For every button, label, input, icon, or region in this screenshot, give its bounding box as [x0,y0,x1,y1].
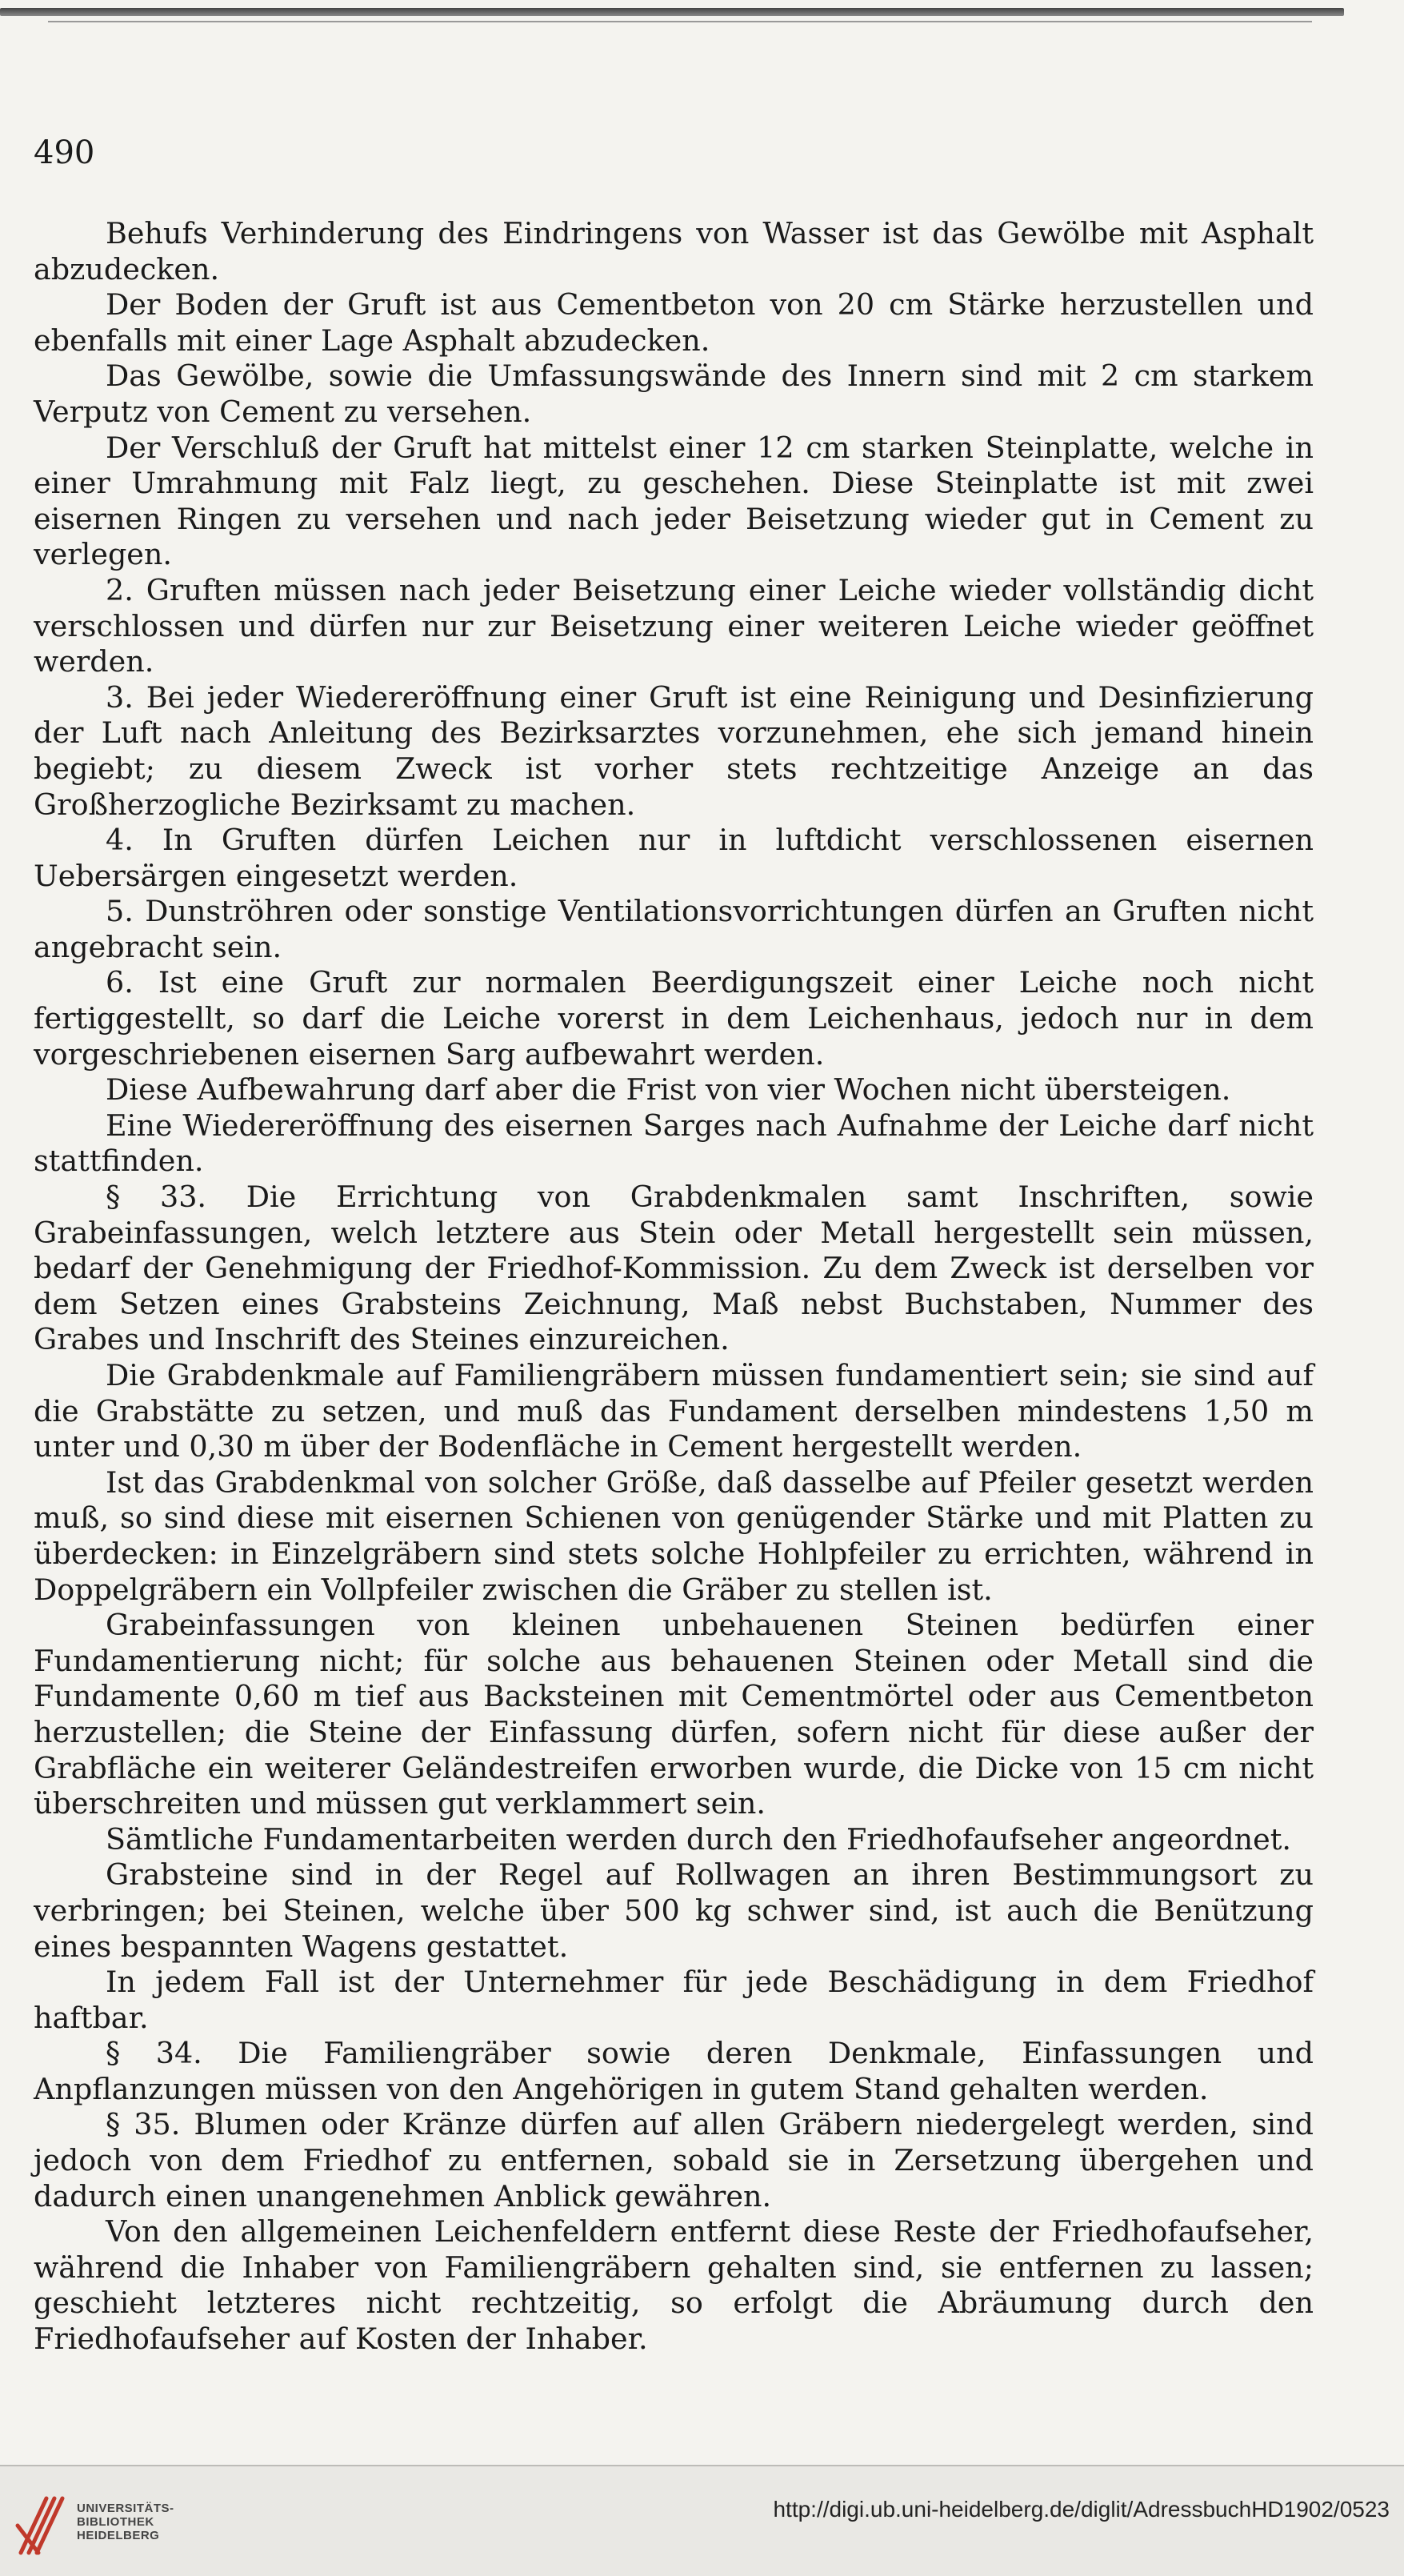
paragraph: 6. Ist eine Gruft zur normalen Beerdigungszeit einer Leiche noch nicht fertiggestellt, so darf die Leiche vorerst in dem Leichenhaus, jedoch nur in dem vorgeschriebenen eisernen Sarg aufbewahrt werden. [34,965,1314,1072]
paragraph: Grabeinfassungen von kleinen unbehauenen Steinen bedürfen einer Fundamentierung nicht; für solche aus behauenen Steinen oder Metall sind die Fundamente 0,60 m tief aus Backsteinen mit Cementmörtel oder aus Cementbeton herzustellen; die Steine der Einfassung dürfen, sofern nicht für diese außer der Grabfläche ein weiterer Geländestreifen erworben wurde, die Dicke von 15 cm nicht überschreiten und müssen gut verklammert sein. [34,1608,1314,1821]
library-name: UNIVERSITÄTS- BIBLIOTHEK HEIDELBERG [77,2502,174,2542]
paragraph: Der Boden der Gruft ist aus Cementbeton von 20 cm Stärke herzustellen und ebenfalls mit einer Lage Asphalt abzudecken. [34,287,1314,358]
paragraph: Grabsteine sind in der Regel auf Rollwagen an ihren Bestimmungsort zu verbringen; bei Steinen, welche über 500 kg schwer sind, ist auch die Benützung eines bespannten Wagens gestattet. [34,1857,1314,1964]
paragraph: Das Gewölbe, sowie die Umfassungswände des Innern sind mit 2 cm starkem Verputz von Cement zu versehen. [34,359,1314,429]
paragraph: Behufs Verhinderung des Eindringens von Wasser ist das Gewölbe mit Asphalt abzudecken. [34,216,1314,286]
page-number: 490 [34,134,95,171]
page-body [34,216,1314,2358]
ub-heidelberg-logo-icon [14,2494,66,2558]
paragraph: Ist das Grabdenkmal von solcher Größe, daß dasselbe auf Pfeiler gesetzt werden muß, so sind diese mit eisernen Schienen von genügender Stärke und mit Platten zu überdecken: in Einzelgräbern sind stets solche Hohlpfeiler zu errichten, während in Doppelgräbern ein Vollpfeiler zwischen die Gräber zu stellen ist. [34,1464,1314,1607]
paragraph: Sämtliche Fundamentarbeiten werden durch den Friedhofaufseher angeordnet. [106,1821,1292,1857]
source-url[interactable]: http://digi.ub.uni-heidelberg.de/diglit/AdressbuchHD1902/0523 [773,2497,1390,2522]
paragraph: § 35. Blumen oder Kränze dürfen auf allen Gräbern niedergelegt werden, sind jedoch von dem Friedhof zu entfernen, sobald sie in Zersetzung übergehen und dadurch einen unangenehmen Anblick gewähren. [34,2107,1314,2213]
paragraph: Eine Wiedereröffnung des eisernen Sarges nach Aufnahme der Leiche darf nicht stattfinden. [34,1108,1314,1179]
digitization-footer [0,2465,1404,2576]
paragraph: 3. Bei jeder Wiedereröffnung einer Gruft ist eine Reinigung und Desinfizierung der Luft nach Anleitung des Bezirksarztes vorzunehmen, ehe sich jemand hinein begiebt; zu diesem Zweck ist vorher stets rechtzeitige Anzeige an das Großherzogliche Bezirksamt zu machen. [34,679,1314,822]
paragraph: 5. Dunströhren oder sonstige Ventilationsvorrichtungen dürfen an Gruften nicht angebracht sein. [34,894,1314,964]
paragraph: Von den allgemeinen Leichenfeldern entfernt diese Reste der Friedhofaufseher, während die Inhaber von Familiengräbern gehalten sind, sie entfernen zu lassen; geschieht letzteres nicht rechtzeitig, so erfolgt die Abräumung durch den Friedhofaufseher auf Kosten der Inhaber. [34,2214,1314,2357]
page-edge-rule-thin [48,21,1312,22]
paragraph: Der Verschluß der Gruft hat mittelst einer 12 cm starken Steinplatte, welche in einer Umrahmung mit Falz liegt, zu geschehen. Diese Steinplatte ist mit zwei eisernen Ringen zu versehen und nach jeder Beisetzung wieder gut in Cement zu verlegen. [34,430,1314,572]
paragraph: § 34. Die Familiengräber sowie deren Denkmale, Einfassungen und Anpflanzungen müssen von den Angehörigen in gutem Stand gehalten werden. [34,2036,1314,2106]
paragraph: 4. In Gruften dürfen Leichen nur in luftdicht verschlossenen eisernen Uebersärgen eingesetzt werden. [34,823,1314,893]
paragraph: Die Grabdenkmale auf Familiengräbern müssen fundamentiert sein; sie sind auf die Grabstätte zu setzen, und muß das Fundament derselben mindestens 1,50 m unter und 0,30 m über der Bodenfläche in Cement hergestellt werden. [34,1358,1314,1464]
paragraph: 2. Gruften müssen nach jeder Beisetzung einer Leiche wieder vollständig dicht verschlossen und dürfen nur zur Beisetzung einer weiteren Leiche wieder geöffnet werden. [34,572,1314,679]
paragraph: Diese Aufbewahrung darf aber die Frist von vier Wochen nicht übersteigen. [106,1072,1231,1108]
paragraph: § 33. Die Errichtung von Grabdenkmalen samt Inschriften, sowie Grabeinfassungen, welch letztere aus Stein oder Metall hergestellt sein müssen, bedarf der Genehmigung der Friedhof-Kommission. Zu dem Zweck ist derselben vor dem Setzen eines Grabsteins Zeichnung, Maß nebst Buchstaben, Nummer des Grabes und Inschrift des Steines einzureichen. [34,1180,1314,1357]
page-edge-rule [0,8,1344,16]
paragraph: In jedem Fall ist der Unternehmer für jede Beschädigung in dem Friedhof haftbar. [34,1965,1314,2035]
